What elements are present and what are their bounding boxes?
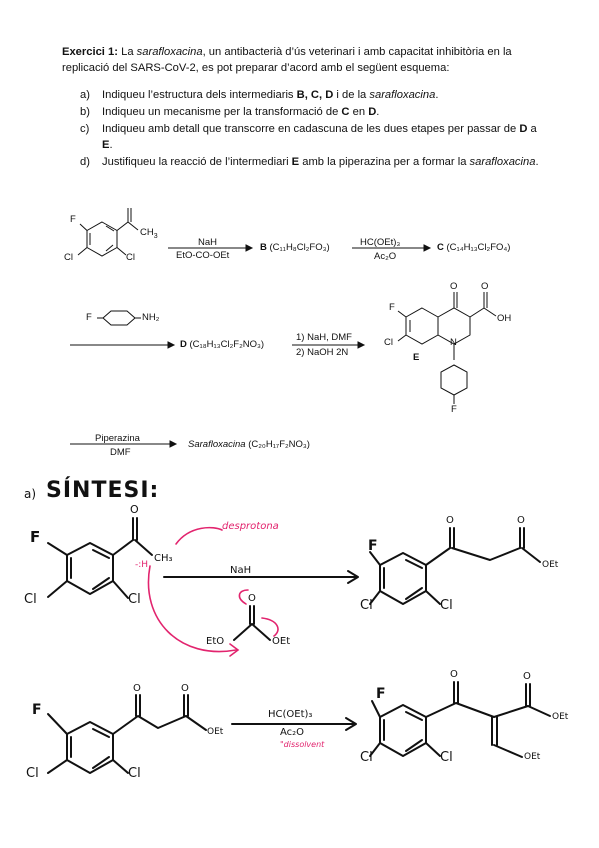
hw-4-oxygen-2: O — [523, 671, 531, 682]
reagent-5-top: Piperazina — [95, 433, 140, 444]
hw-3-chlorine-1: Cl — [26, 766, 39, 781]
question-letter-b: b) — [80, 106, 90, 118]
product-sarafloxacina: Sarafloxacina (C₂₀H₁₇F₂NO₃) — [188, 439, 310, 450]
e-hydroxyl-label: OH — [497, 313, 512, 324]
sm-chlorine-label-2: Cl — [126, 252, 135, 263]
e-ketone-oxygen: O — [450, 281, 458, 292]
intro-compound-name: sarafloxacina — [136, 46, 203, 58]
hw-3-oxygen-2: O — [181, 683, 189, 694]
e-nitrogen-label: N — [450, 337, 457, 348]
hw-ring-2 — [380, 553, 426, 604]
hw-part-a-letter: a) — [24, 487, 37, 501]
intermediate-b: B (C₁₁H₈Cl₂FO₃) — [260, 242, 330, 253]
sm-fluorine-label: F — [70, 214, 76, 225]
reagent-5-bottom: DMF — [110, 447, 131, 458]
question-b: Indiqueu un mecanisme per la transformació de C en D. — [102, 106, 380, 118]
intro-text-b: , un antibacterià d’ús veterinari i amb capacitat inhibitòria en la replicació del SARS-CoV-2, es pot preparar d’acord amb el següent esquema: — [62, 46, 512, 74]
hw-carbonyl-arrow-1 — [239, 590, 248, 604]
question-letter-d: d) — [80, 156, 90, 168]
hw-1-chlorine-2: Cl — [128, 592, 141, 607]
question-d: Justifiqueu la reacció de l’intermediari E amb la piperazina per a formar la sarafloxacina. — [102, 156, 539, 168]
hw-2-chlorine-1: Cl — [360, 598, 373, 613]
e-aryl-fluorine-label: F — [451, 404, 457, 415]
hw-1-methyl: CH₃ — [154, 553, 173, 564]
reagent-4-bottom: 2) NaOH 2N — [296, 347, 349, 358]
question-c: Indiqueu amb detall que transcorre en cadascuna de les dues etapes per passar de D a E. — [102, 123, 537, 151]
intermediate-c: C (C₁₄H₁₃Cl₂FO₄) — [437, 242, 511, 253]
hw-reagent-orthoformate: HC(OEt)₃ — [268, 709, 313, 720]
sm-chlorine-label-1: Cl — [64, 252, 73, 263]
hw-3-oxygen-1: O — [133, 683, 141, 694]
hw-carbonate-oet: OEt — [272, 636, 291, 647]
hw-1-proton-charge: -:H — [135, 560, 149, 570]
intro-text-a: La — [117, 46, 137, 58]
hw-carbonate-oxygen: O — [248, 593, 256, 604]
hw-1-fluorine: F — [30, 528, 41, 546]
hw-solvent-note: "dissolvent — [280, 740, 325, 749]
hw-reagent-nah: NaH — [230, 565, 252, 576]
e-chlorine-label: Cl — [384, 337, 393, 348]
e-fluorine-label: F — [389, 302, 395, 313]
hw-section-heading: SÍNTESI: — [46, 478, 160, 503]
hw-4-oxygen-1: O — [450, 669, 458, 680]
hw-2-oxygen-1: O — [446, 515, 454, 526]
hw-1-chlorine-1: Cl — [24, 592, 37, 607]
intermediate-e-label: E — [413, 352, 420, 363]
hw-4-oet-1: OEt — [552, 712, 569, 722]
exercise-title: Exercici 1: — [62, 46, 118, 58]
reagent-2-bottom: Ac₂O — [374, 251, 397, 262]
reagent-1-top: NaH — [198, 237, 218, 248]
hw-4-fluorine: F — [376, 686, 386, 702]
hw-carbonate-eto: EtO — [206, 636, 225, 647]
question-letter-a: a) — [80, 89, 90, 101]
hw-4-chlorine-2: Cl — [440, 750, 453, 765]
hw-2-fluorine: F — [368, 538, 378, 554]
question-letter-c: c) — [80, 123, 90, 135]
hw-3-chlorine-2: Cl — [128, 766, 141, 781]
e-acid-oxygen: O — [481, 281, 489, 292]
hw-ring-3 — [67, 722, 113, 773]
intermediate-d: D (C₁₈H₁₃Cl₂F₂NO₃) — [180, 339, 265, 350]
aniline-amine-label: NH₂ — [142, 312, 160, 323]
hw-deprotonation-note: desprotona — [222, 521, 279, 532]
reagent-2-top: HC(OEt)₃ — [360, 237, 401, 248]
hw-carbonyl-arrow-2 — [262, 618, 278, 636]
reagent-1-bottom: EtO-CO-OEt — [176, 250, 230, 261]
hw-3-oet: OEt — [207, 727, 224, 737]
aniline-fluorine-label: F — [86, 312, 92, 323]
hw-deprotonation-arrow — [176, 528, 222, 544]
hw-1-oxygen: O — [130, 503, 139, 516]
hw-2-oet: OEt — [542, 560, 559, 570]
hw-ring-4 — [380, 705, 426, 756]
hw-3-fluorine: F — [32, 702, 42, 718]
hw-ring-1 — [67, 543, 113, 594]
hw-2-chlorine-2: Cl — [440, 598, 453, 613]
hw-4-chlorine-1: Cl — [360, 750, 373, 765]
reagent-4-top: 1) NaH, DMF — [296, 332, 352, 343]
hw-2-oxygen-2: O — [517, 515, 525, 526]
hw-4-oet-2: OEt — [524, 752, 541, 762]
sm-methyl-label: $CH_3$ — [140, 227, 158, 240]
hw-reagent-ac2o: Ac₂O — [280, 727, 305, 738]
question-a: Indiqueu l’estructura dels intermediaris B, C, D i de la sarafloxacina. — [102, 89, 439, 101]
